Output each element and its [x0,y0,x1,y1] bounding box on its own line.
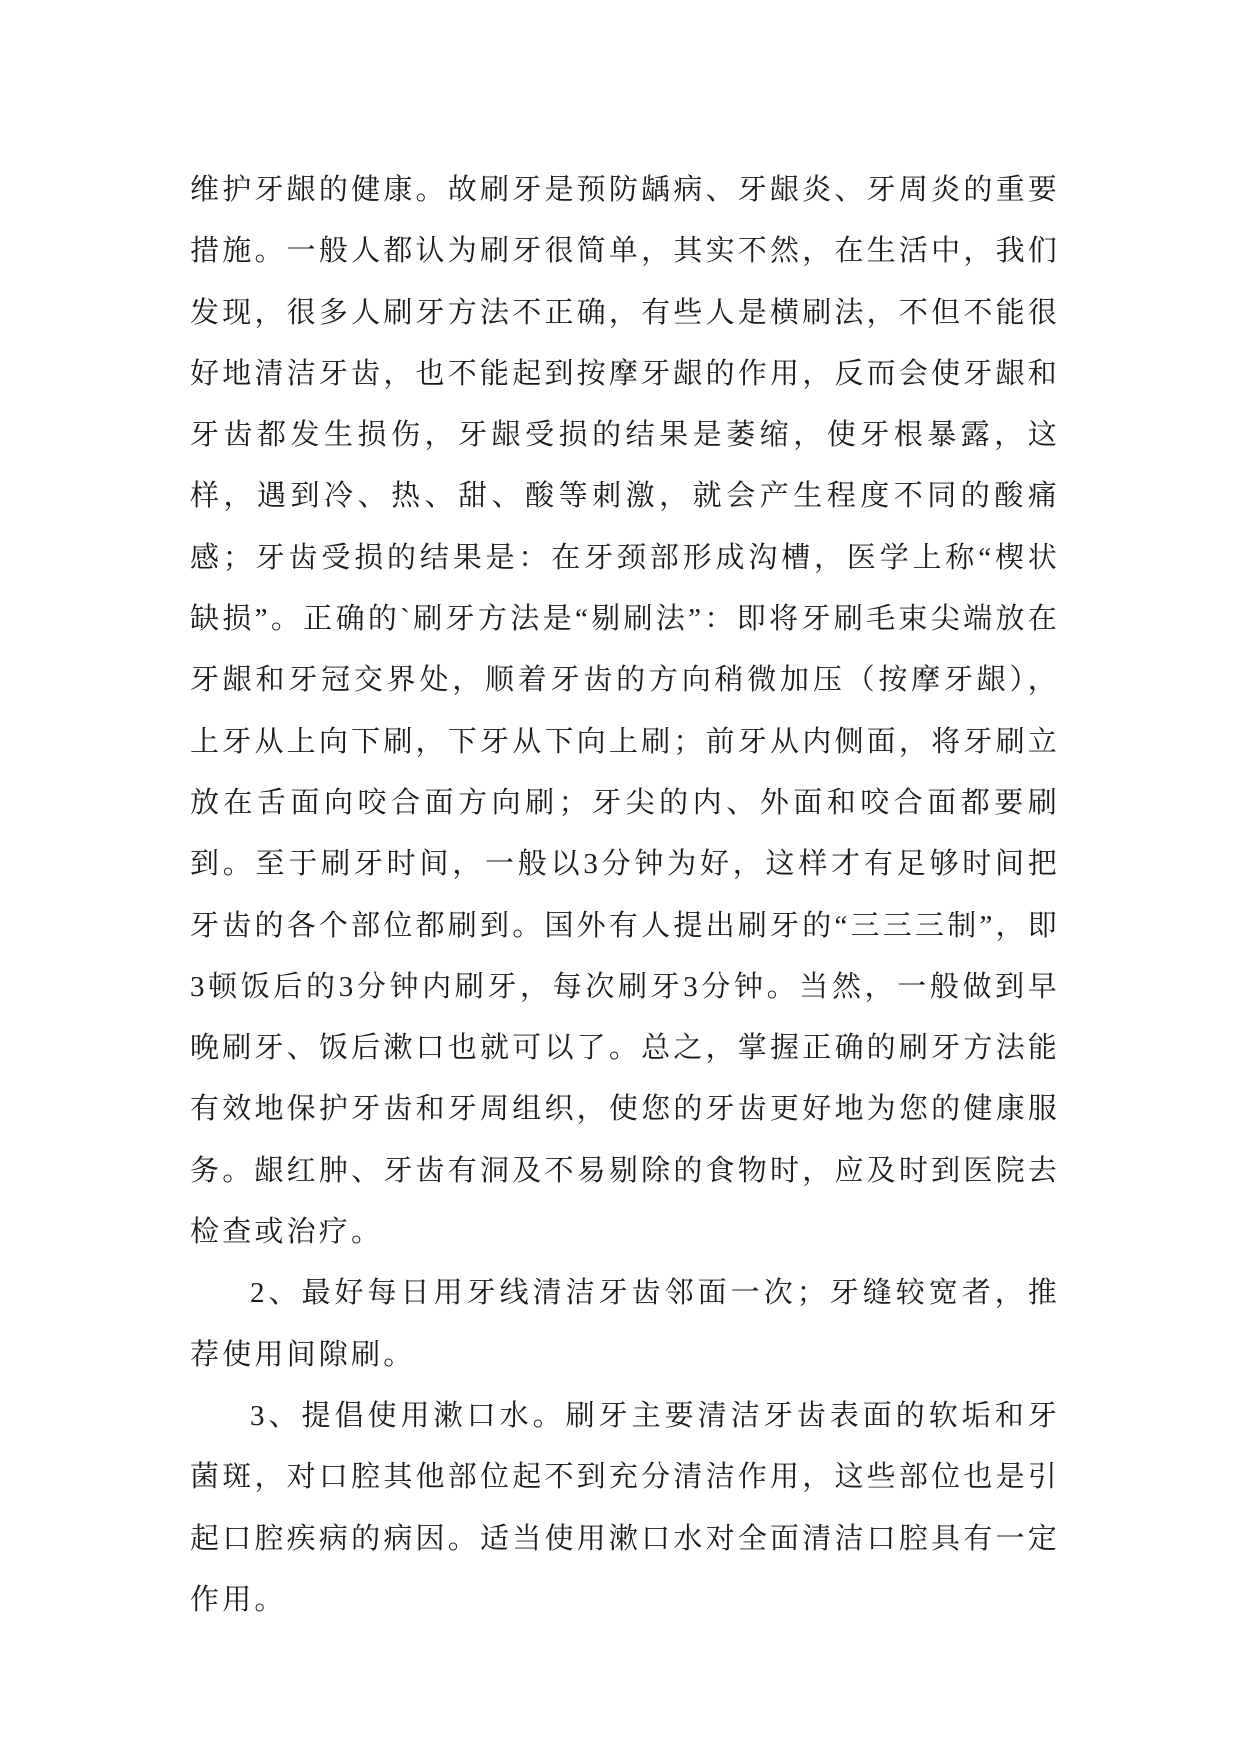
document-page [190,160,1060,1631]
paragraph-dental-floss: 2、最好每日用牙线清洁牙齿邻面一次；牙缝较宽者，推荐使用间隙刷。 [190,1277,1060,1371]
paragraph-mouthwash: 3、提倡使用漱口水。刷牙主要清洁牙齿表面的软垢和牙菌斑，对口腔其他部位起不到充分清洁作用，这些部位也是引起口腔疾病的病因。适当使用漱口水对全面清洁口腔具有一定作用。 [190,1399,1060,1616]
paragraph-brushing-method: 维护牙龈的健康。故刷牙是预防龋病、牙龈炎、牙周炎的重要措施。一般人都认为刷牙很简单，其实不然，在生活中，我们发现，很多人刷牙方法不正确，有些人是横刷法，不但不能很好地清洁牙齿，也不能起到按摩牙龈的作用，反而会使牙龈和牙齿都发生损伤，牙龈受损的结果是萎缩，使牙根暴露，这样，遇到冷、热、甜、酸等刺激，就会产生程度不同的酸痛感；牙齿受损的结果是：在牙颈部形成沟槽，医学上称“楔状缺损”。正确的`刷牙方法是“剔刷法”：即将牙刷毛束尖端放在牙龈和牙冠交界处，顺着牙齿的方向稍微加压（按摩牙龈），上牙从上向下刷，下牙从下向上刷；前牙从内侧面，将牙刷立放在舌面向咬合面方向刷；牙尖的内、外面和咬合面都要刷到。至于刷牙时间，一般以3分钟为好，这样才有足够时间把牙齿的各个部位都刷到。国外有人提出刷牙的“三三三制”，即3顿饭后的3分钟内刷牙，每次刷牙3分钟。当然，一般做到早晚刷牙、饭后漱口也就可以了。总之，掌握正确的刷牙方法能有效地保护牙齿和牙周组织，使您的牙齿更好地为您的健康服务。龈红肿、牙齿有洞及不易剔除的食物时，应及时到医院去检查或治疗。 [190,174,1060,1249]
